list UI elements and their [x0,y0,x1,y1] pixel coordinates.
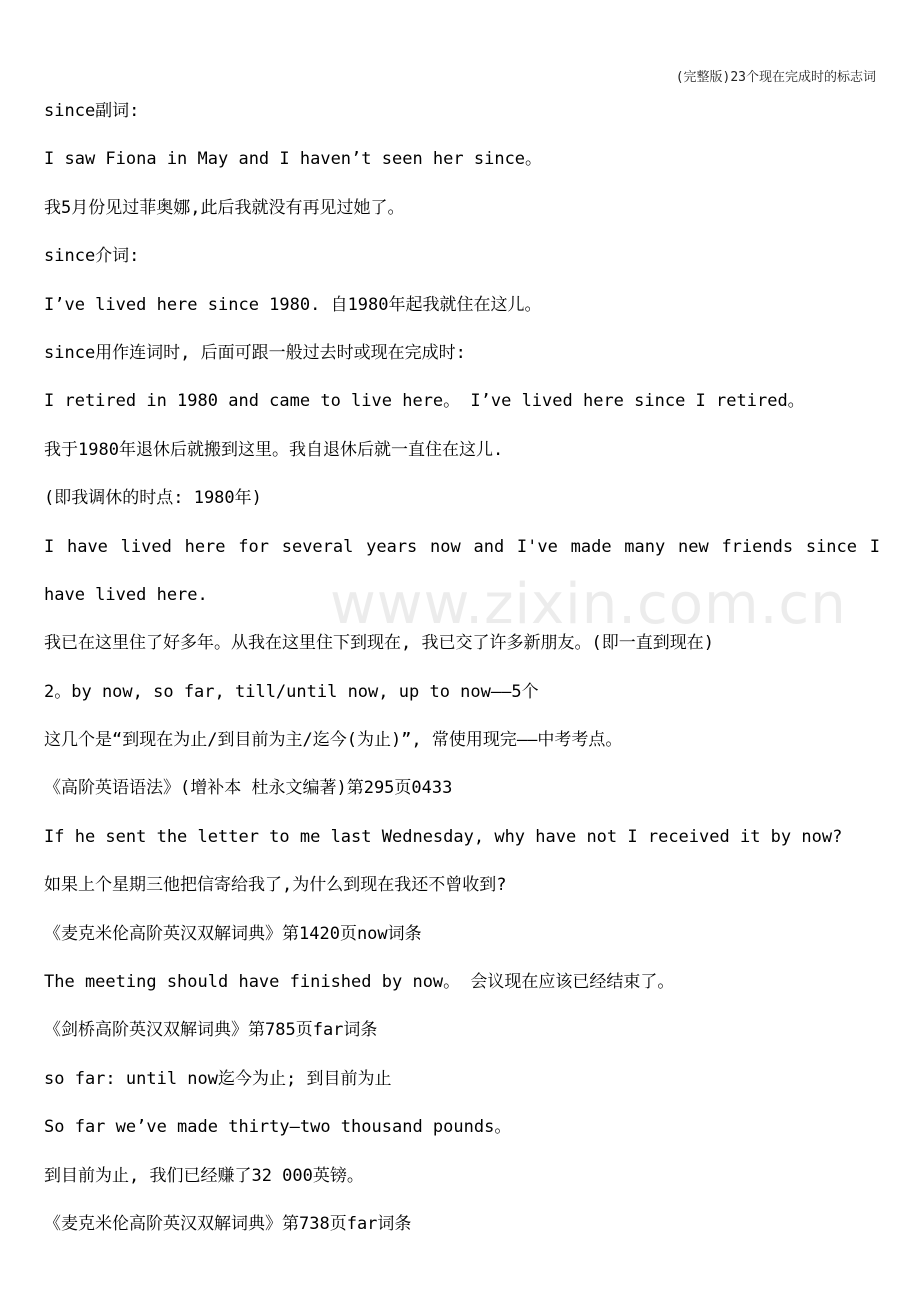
text-line: 《剑桥高阶英汉双解词典》第785页far词条 [44,1020,378,1041]
document-header: (完整版)23个现在完成时的标志词 [675,70,876,85]
text-line: since用作连词时, 后面可跟一般过去时或现在完成时: [44,342,466,363]
text-line: since介词: [44,246,140,267]
text-line: I have lived here for several years now and I've made many new friends since I [44,536,880,557]
text-line: so far: until now迄今为止; 到目前为止 [44,1068,392,1089]
text-line: 到目前为止, 我们已经赚了32 000英镑。 [44,1165,364,1186]
text-line: 我于1980年退休后就搬到这里。我自退休后就一直住在这儿. [44,439,504,460]
text-line: 《麦克米伦高阶英汉双解词典》第738页far词条 [44,1213,412,1234]
text-line: 这几个是“到现在为止/到目前为主/迄今(为止)”, 常使用现完——中考考点。 [44,730,623,751]
text-line: The meeting should have finished by now。 会议现在应该已经结束了。 [44,972,675,993]
document-body [44,96,880,1257]
text-line: have lived here. [44,584,208,605]
text-line: 2。by now, so far, till/until now, up to now——5个 [44,681,539,702]
text-line: 我已在这里住了好多年。从我在这里住下到现在, 我已交了许多新朋友。(即一直到现在) [44,633,714,654]
text-line: I retired in 1980 and came to live here。 I’ve lived here since I retired。 [44,391,805,412]
text-line: I saw Fiona in May and I haven’t seen her since。 [44,149,543,170]
text-line: So far we’ve made thirty—two thousand pounds。 [44,1117,512,1138]
text-line: If he sent the letter to me last Wednesday, why have not I received it by now? [44,826,843,847]
watermark: www.zixin.com.cn [330,572,847,637]
text-line: since副词: [44,101,140,121]
text-line: I’ve lived here since 1980. 自1980年起我就住在这儿。 [44,294,542,315]
text-line: (即我调休的时点: 1980年) [44,488,262,509]
text-line: 《麦克米伦高阶英汉双解词典》第1420页now词条 [44,923,422,944]
text-line: 如果上个星期三他把信寄给我了,为什么到现在我还不曾收到? [44,875,507,896]
text-line: 我5月份见过菲奥娜,此后我就没有再见过她了。 [44,197,405,218]
text-line: 《高阶英语语法》(增补本 杜永文编著)第295页0433 [44,778,453,799]
